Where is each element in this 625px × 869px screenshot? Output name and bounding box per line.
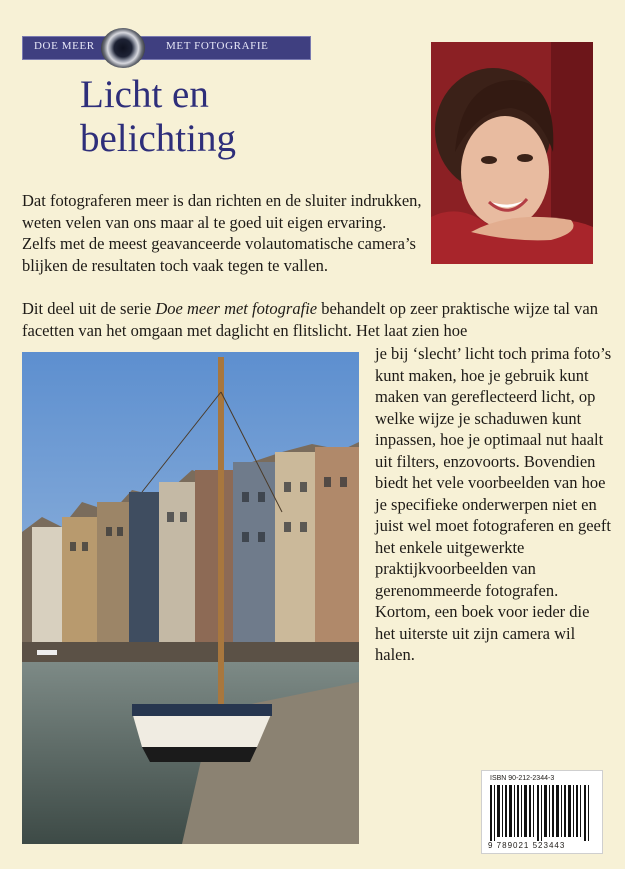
description-rest: behandelt op zeer praktische wijze tal van facetten van het omgaan met daglicht en flitslicht. Het laat zien hoe [22, 299, 598, 340]
camera-lens-icon [101, 28, 145, 68]
barcode-bars [490, 785, 594, 841]
title-line-2: belichting [80, 117, 236, 160]
series-banner [22, 36, 311, 60]
title-line-1: Licht en [80, 73, 209, 116]
isbn-label: ISBN 90-212-2344-3 [490, 775, 555, 782]
portrait-photo [431, 42, 593, 264]
book-title [80, 73, 236, 161]
harbour-photo [22, 352, 359, 844]
description-continued: je bij ‘slecht’ licht toch prima foto’s kunt maken, hoe je gebruik kunt maken van gereflecteerd licht, op welke wijze je schaduwen kunt inpassen, hoe je optimaal nut haalt uit filters, enzovoorts. Bovendien biedt het vele voorbeelden van hoe je specifieke onderwerpen niet en juist wel moet fotograferen en geeft het enkele uitgewerkte praktijkvoorbeelden van gerenommeerde fotografen. Kortom, een boek voor ieder die het uiterste uit zijn camera wil halen. [375, 344, 612, 664]
intro-paragraph: Dat fotograferen meer is dan richten en de sluiter indrukken, weten velen van ons maar al te goed uit eigen ervaring. Zelfs met de meest geavanceerde volautomatische camera’s blijken de resultaten toch vaak tegen te vallen. [22, 191, 422, 275]
barcode [481, 770, 603, 854]
series-name: Doe meer met fotografie [155, 299, 318, 318]
description-start: Dit deel uit de serie [22, 299, 156, 318]
ean-number: 9 789021 523443 [488, 841, 566, 850]
series-label-right: MET FOTOGRAFIE [166, 40, 269, 52]
description-paragraph [22, 298, 607, 341]
series-label-left: DOE MEER [34, 40, 95, 52]
